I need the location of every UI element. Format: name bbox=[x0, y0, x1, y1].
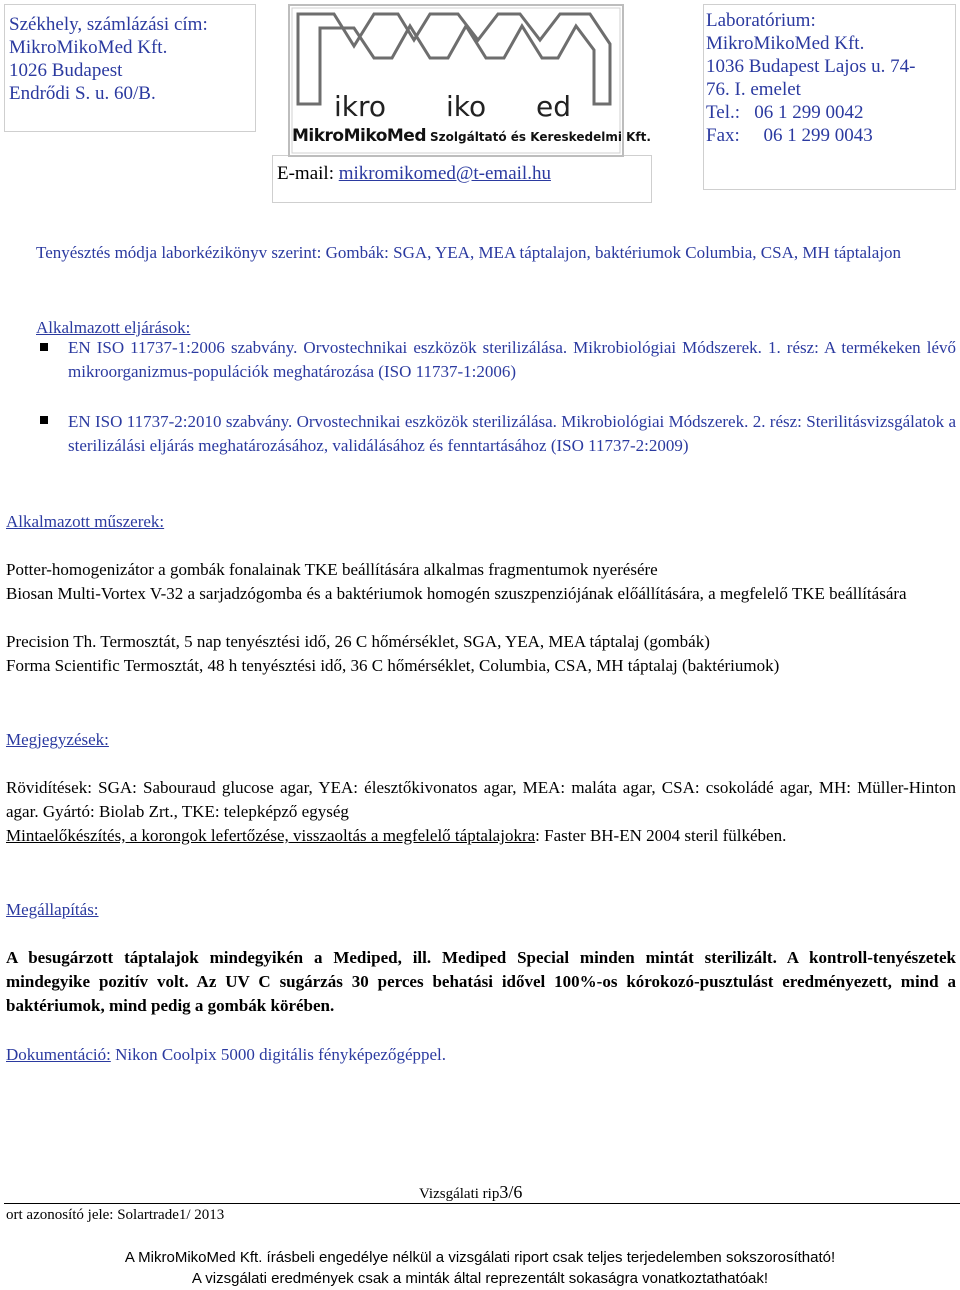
sample-prep-detail: : Faster BH-EN 2004 steril fülkében. bbox=[535, 826, 787, 845]
page-number: 3/6 bbox=[499, 1182, 523, 1202]
phone-label: Tel.: bbox=[706, 102, 741, 123]
laboratory-address bbox=[706, 9, 916, 147]
instrument-item: Potter-homogenizátor a gombák fonalainak TKE beállítására alkalmas fragmentumok nyerésére bbox=[6, 560, 658, 579]
logo-word-iko: iko bbox=[446, 90, 487, 123]
sample-prep-label: Mintaelőkészítés, a korongok lefertőzése, visszaoltás a megfelelő táptalajokra bbox=[6, 826, 536, 845]
lab-fax bbox=[706, 124, 916, 147]
copy-notice: A MikroMikoMed Kft. írásbeli engedélye nélkül a vizsgálati riport csak teljes terjedelemben sokszorosítható! bbox=[124, 1249, 836, 1266]
logo-word-ikro: ikro bbox=[334, 90, 387, 123]
documentation-text: Nikon Coolpix 5000 digitális fényképezőgéppel. bbox=[115, 1045, 447, 1064]
lab-phone bbox=[706, 101, 916, 124]
procedure-item: EN ISO 11737-2:2010 szabvány. Orvostechnikai eszközök sterilizálása. Mikrobiológiai Módszerek. 2. rész: Sterilitásvizsgálatok a sterilizálási eljárás meghatározásához, validálásához és fenntartásához (ISO 11737-2:2009) bbox=[68, 412, 956, 455]
seat-address bbox=[9, 13, 208, 105]
email-box bbox=[272, 155, 652, 203]
lab-line: 1036 Budapest Lajos u. 74- bbox=[706, 56, 916, 77]
finding-text: A besugárzott táptalajok mindegyikén a Mediped, ill. Mediped Special minden mintát sterilizált. A kontroll-tenyészetek mindegyike pozitív volt. Az UV C sugárzás 30 perces behatási idővel 100%-os kórokozó-pusztulást eredményezett, mind a baktériumok, mind pedig a gombák körében. bbox=[6, 948, 956, 1015]
notes-heading: Megjegyzések: bbox=[6, 730, 109, 749]
validity-notice: A vizsgálati eredmények csak a minták által reprezentált sokaságra vonatkoztathatóak! bbox=[191, 1270, 769, 1287]
bullet-icon bbox=[40, 416, 48, 424]
lab-line: 76. I. emelet bbox=[706, 79, 801, 100]
logo-word-ed: ed bbox=[536, 90, 571, 123]
cultivation-text: Tenyésztés módja laborkézikönyv szerint: Gombák: SGA, YEA, MEA táptalajon, baktériumok Columbia, CSA, MH táptalajon bbox=[36, 243, 902, 262]
footer-divider bbox=[4, 1203, 960, 1204]
email-line bbox=[277, 162, 551, 185]
lab-line: MikroMikoMed Kft. bbox=[706, 33, 865, 54]
phone-value: 06 1 299 0042 bbox=[754, 102, 864, 123]
logo-caption bbox=[292, 126, 651, 146]
lab-line: Laboratórium: bbox=[706, 10, 816, 31]
report-id: ort azonosító jele: Solartrade1/ 2013 bbox=[6, 1207, 225, 1223]
email-label: E-mail: bbox=[277, 163, 334, 184]
company-logo bbox=[288, 4, 651, 157]
logo-subtitle: Szolgáltató és Kereskedelmi Kft. bbox=[430, 130, 651, 144]
email-link[interactable]: mikromikomed@t-email.hu bbox=[338, 163, 551, 184]
finding-heading: Megállapítás: bbox=[6, 900, 99, 919]
documentation-label: Dokumentáció: bbox=[6, 1045, 111, 1064]
seat-line: Endrődi S. u. 60/B. bbox=[9, 83, 156, 104]
seat-address-box bbox=[4, 4, 256, 132]
procedures-heading: Alkalmazott eljárások: bbox=[36, 318, 191, 337]
seat-line: 1026 Budapest bbox=[9, 60, 123, 81]
report-label: Vizsgálati rip bbox=[419, 1186, 500, 1202]
instrument-item: Forma Scientific Termosztát, 48 h tenyésztési idő, 36 C hőmérséklet, Columbia, CSA, MH táptalaj (baktériumok) bbox=[6, 656, 780, 675]
fax-label: Fax: bbox=[706, 125, 740, 146]
bullet-icon bbox=[40, 343, 48, 351]
procedure-item: EN ISO 11737-1:2006 szabvány. Orvostechnikai eszközök sterilizálása. Mikrobiológiai Módszerek. 1. rész: A termékeken lévő mikroorganizmus-populációk meghatározása (ISO 11737-1:2006) bbox=[68, 338, 956, 381]
logo-brand: MikroMikoMed bbox=[292, 126, 427, 146]
seat-line: MikroMikoMed Kft. bbox=[9, 37, 168, 58]
seat-line: Székhely, számlázási cím: bbox=[9, 14, 208, 35]
documentation-line bbox=[6, 1043, 956, 1067]
sample-prep-text bbox=[6, 824, 956, 848]
fax-value: 06 1 299 0043 bbox=[763, 125, 873, 146]
abbreviations-text: Rövidítések: SGA: Sabouraud glucose agar, YEA: élesztőkivonatos agar, MEA: maláta agar, CSA: csokoládé agar, MH: Müller-Hinton agar. Gyártó: Biolab Zrt., TKE: telepképző egység bbox=[6, 778, 956, 821]
instruments-heading: Alkalmazott műszerek: bbox=[6, 512, 165, 531]
report-title bbox=[419, 1182, 522, 1203]
instrument-item: Precision Th. Termosztát, 5 nap tenyésztési idő, 26 C hőmérséklet, SGA, YEA, MEA táptalaj (gombák) bbox=[6, 632, 710, 651]
instrument-item: Biosan Multi-Vortex V-32 a sarjadzógomba és a baktériumok homogén szuszpenziójának előállítására, a megfelelő TKE beállítására bbox=[6, 584, 907, 603]
laboratory-box bbox=[703, 4, 956, 190]
